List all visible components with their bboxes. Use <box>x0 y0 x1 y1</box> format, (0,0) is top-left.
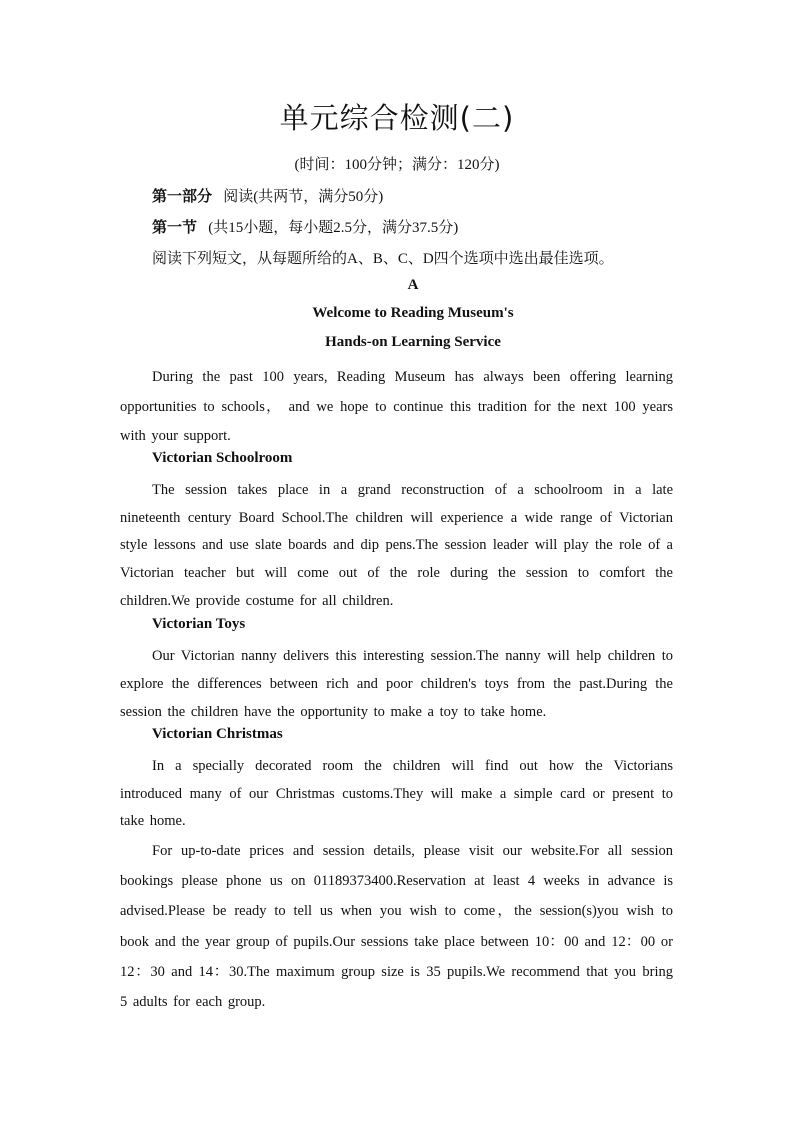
section-text: (共15小题，每小题2.5分，满分37.5分) <box>208 220 459 236</box>
passage-title-line1: Welcome to Reading Museum's <box>312 305 514 321</box>
page-title: 单元综合检测(二) <box>279 101 515 135</box>
part-text: 阅读(共两节，满分50分) <box>223 189 384 205</box>
section-heading-christmas: Victorian Christmas <box>152 726 283 742</box>
section-text-schoolroom: The session takes place in a grand reconstruction of a schoolroom in a late nineteenth century Board School.The children will experience a wide range of Victorian style lessons and use slate boards and dip pens.The session leader will play the role of a Victorian teacher but will come out of the role during the session to comfort the children.We provide costume for all children. <box>120 482 673 609</box>
section-text-toys: Our Victorian nanny delivers this interesting session.The nanny will help children to explore the differences between rich and poor children's toys from the past.During the session the children have the opportunity to make a toy to take home. <box>120 648 673 720</box>
instruction: 阅读下列短文，从每题所给的A、B、C、D四个选项中选出最佳选项。 <box>152 251 614 267</box>
time-and-score: (时间：100分钟；满分：120分) <box>294 157 500 173</box>
passage-letter: A <box>407 277 419 293</box>
part-label: 第一部分 <box>152 189 213 205</box>
closing-paragraph: For up-to-date prices and session details, please visit our website.For all session bookings please phone us on 01189373400.Reservation at least 4 weeks in advance is advised.Please be ready to tell us when you wish to come，the session(s)you wish to book and the year group of pupils.Our sessions take place between 10：00 and 12：00 or 12：30 and 14：30.The maximum group size is 35 pupils.We recommend that you bring 5 adults for each group. <box>120 843 673 1011</box>
section-heading-toys: Victorian Toys <box>152 616 246 632</box>
section-label: 第一节 <box>152 220 198 236</box>
passage-title-line2: Hands-on Learning Service <box>325 334 501 350</box>
part-line <box>152 185 383 206</box>
section-heading-schoolroom: Victorian Schoolroom <box>152 450 293 466</box>
section-text-christmas: In a specially decorated room the children will find out how the Victorians introduced many of our Christmas customs.They will make a simple card or present to take home. <box>120 758 673 830</box>
intro-paragraph: During the past 100 years, Reading Museum has always been offering learning opportunities to schools， and we hope to continue this tradition for the next 100 years with your support. <box>120 369 673 444</box>
section-line <box>152 216 458 237</box>
